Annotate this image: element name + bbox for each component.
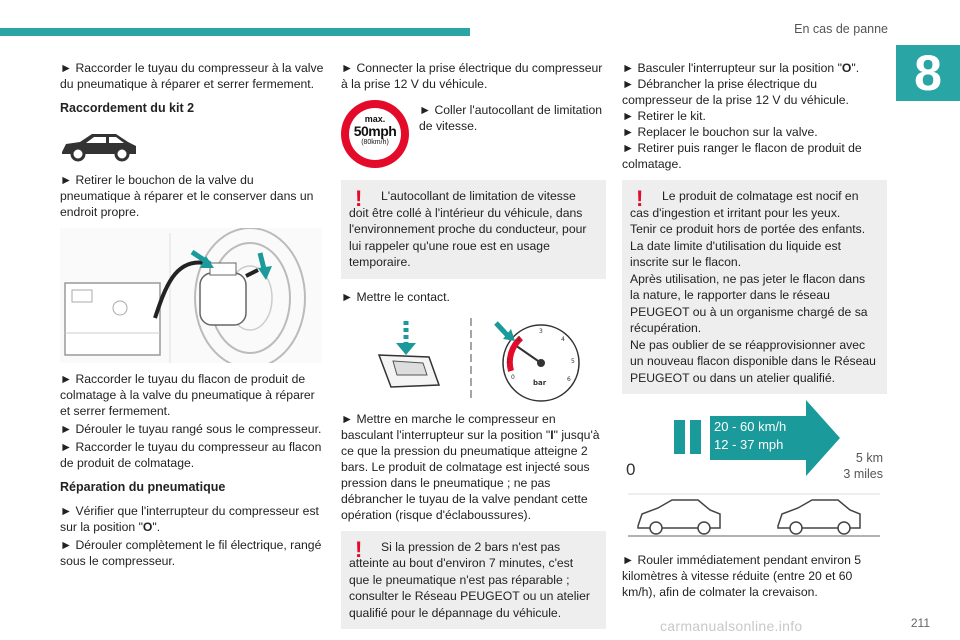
switch-and-gauge-illustration	[341, 313, 603, 403]
column-2	[341, 60, 606, 639]
warning-icon: !	[636, 186, 644, 211]
gauge-tick-6: 6	[567, 375, 571, 383]
header-accent-bar	[0, 28, 470, 36]
gauge-tick-0: 0	[511, 373, 515, 381]
step-remove-valve-cap: ► Retirer le bouchon de la valve du pneumatique à réparer et le conserver dans un endroit propre.	[60, 173, 314, 219]
warning-pressure: ! Si la pression de 2 bars n'est pas atteinte au bout d'environ 7 minutes, c'est que le pneumatique n'est pas réparable ; consulter le Réseau PEUGEOT ou un atelier qualifié pour le dépannage du véhicule.	[341, 531, 606, 630]
step-apply-sticker: ► Coller l'autocollant de limitation de vitesse.	[419, 103, 603, 133]
speed-limit-sticker-icon: max. 50mph (80km/h)	[341, 100, 409, 168]
section-title: En cas de panne	[794, 22, 888, 36]
speed-mph: 12 - 37 mph	[714, 437, 784, 452]
warning-icon: !	[355, 536, 363, 562]
step-remove-kit: ► Retirer le kit.	[622, 109, 706, 123]
chapter-number: 8	[896, 45, 960, 101]
speed-stripe	[690, 420, 701, 454]
distance-label: 5 km 3 miles	[843, 451, 883, 481]
step-drive-reduced-speed: ► Rouler immédiatement pendant environ 5 kilomètres à vitesse réduite (entre 20 et 60 km/h), afin de colmater la crevaison.	[622, 553, 862, 599]
gauge-tick-4: 4	[561, 335, 565, 343]
step-unplug-12v: ► Débrancher la prise électrique du compresseur de la prise 12 V du véhicule.	[622, 77, 849, 107]
gauge-tick-1: 1	[506, 357, 510, 365]
step-ignition-on: ► Mettre le contact.	[341, 289, 450, 304]
speed-arrow-head	[806, 400, 840, 476]
speed-kmh: 20 - 60 km/h	[714, 419, 787, 434]
car-icon	[60, 124, 140, 164]
speed-stripe	[674, 420, 685, 454]
gauge-tick-3: 3	[539, 327, 543, 335]
warning-sealant: ! Le produit de colmatage est nocif en cas d'ingestion et irritant pour les yeux. Tenir ce produit hors de portée des enfants. La date limite d'utilisation du liquide est inscrite sur le flacon. Après utilisation, ne pas jeter le flacon dans la nature, le rapporter dans le réseau PEUGEOT ou à un organisme chargé de sa récupération. Ne pas oublier de se réapprovisionner avec un nouveau flacon disponible dans le Réseau PEUGEOT ou dans un atelier qualifié.	[622, 180, 887, 394]
watermark: carmanualsonline.info	[660, 618, 803, 634]
step-connect-compressor-hose: ► Raccorder le tuyau du compresseur à la valve du pneumatique à réparer et serrer fermement.	[60, 61, 324, 91]
reduced-speed-diagram	[622, 406, 887, 546]
heading-tyre-repair: Réparation du pneumatique	[60, 480, 226, 494]
step-store-bottle: ► Retirer puis ranger le flacon de produit de colmatage.	[622, 141, 862, 171]
step-unroll-hose: ► Dérouler le tuyau rangé sous le compresseur.	[60, 422, 322, 436]
step-start-compressor: ► Mettre en marche le compresseur en basculant l'interrupteur sur la position "I" jusqu'à ce que la pression du pneumatique atteigne 2 bars. Le produit de colmatage est injecté sous pression dans le pneumatique ; ne pas débrancher le tuyau de la valve pendant cette opération (risque d'éclaboussures).	[341, 411, 600, 522]
speed-sticker-row	[341, 100, 606, 168]
step-connect-12v: ► Connecter la prise électrique du compresseur à la prise 12 V du véhicule.	[341, 61, 603, 91]
warning-sticker: ! L'autocollant de limitation de vitesse doit être collé à l'intérieur du véhicule, dans l'environnement proche du conducteur, pour lui rappeler qu'une roue est en usage temporaire.	[341, 180, 606, 279]
gauge-unit: bar	[533, 378, 547, 387]
heading-kit-2: Raccordement du kit 2	[60, 101, 195, 115]
step-switch-off: ► Basculer l'interrupteur sur la position "O".	[622, 61, 860, 75]
page-number: 211	[910, 616, 930, 630]
step-connect-compressor-to-bottle: ► Raccorder le tuyau du compresseur au flacon de produit de colmatage.	[60, 440, 322, 470]
cars-driving-illustration	[628, 484, 880, 544]
gauge-tick-5: 5	[571, 357, 575, 365]
compressor-connection-illustration	[60, 228, 322, 363]
step-connect-sealant-hose: ► Raccorder le tuyau du flacon de produit de colmatage à la valve du pneumatique à réparer et serrer fermement.	[60, 372, 315, 418]
column-1	[60, 60, 325, 577]
warning-icon: !	[355, 186, 363, 211]
step-unroll-cable: ► Dérouler complètement le fil électrique, rangé sous le compresseur.	[60, 538, 322, 568]
distance-start: 0	[626, 460, 636, 479]
step-check-switch-off: ► Vérifier que l'interrupteur du compresseur est sur la position "O".	[60, 504, 319, 534]
gauge-tick-2: 2	[517, 335, 521, 343]
step-replace-cap: ► Replacer le bouchon sur la valve.	[622, 125, 818, 139]
column-3	[622, 60, 887, 608]
